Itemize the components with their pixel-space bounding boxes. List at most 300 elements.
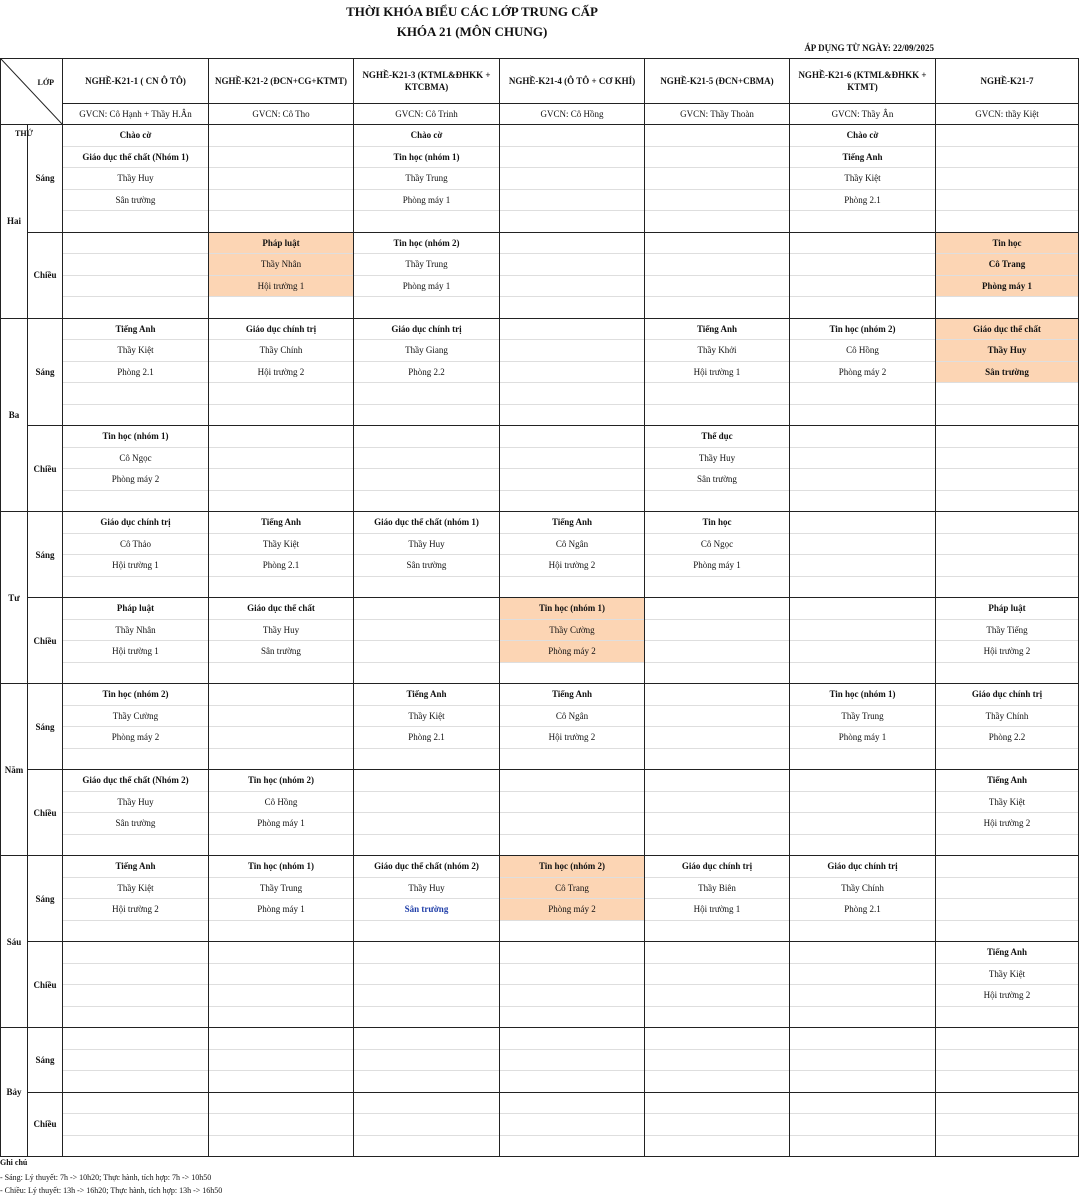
day-label: Sáu (1, 856, 28, 1028)
empty-line (645, 1093, 789, 1115)
room-label: Phòng máy 1 (209, 899, 353, 921)
empty-line (936, 534, 1078, 556)
empty-line (209, 426, 353, 448)
empty-line (645, 190, 789, 212)
class-gvcn-1: GVCN: Cô Hạnh + Thầy H.Ân (63, 104, 209, 125)
empty-line (354, 448, 499, 470)
empty-line (645, 1071, 789, 1092)
empty-line (63, 1028, 208, 1050)
empty-line (790, 469, 935, 491)
empty-line (354, 1050, 499, 1072)
teacher-label: Cô Ngọc (645, 534, 789, 556)
empty-line (936, 147, 1078, 169)
schedule-cell (354, 125, 500, 233)
schedule-cell (63, 856, 209, 942)
schedule-cell (209, 318, 354, 426)
empty-line (645, 276, 789, 298)
teacher-label: Thầy Chính (790, 878, 935, 900)
subject-label: Giáo dục chính trị (645, 856, 789, 878)
empty-line (500, 749, 644, 770)
empty-line (209, 964, 353, 986)
empty-line (790, 620, 935, 642)
empty-line (209, 921, 353, 942)
empty-line (500, 340, 644, 362)
empty-line (500, 1114, 644, 1136)
schedule-cell (500, 318, 645, 426)
note-morning: - Sáng: Lý thuyết: 7h -> 10h20; Thực hành, tích hợp: 7h -> 10h50 (0, 1173, 212, 1182)
empty-line (500, 1071, 644, 1092)
class-header-5: NGHỀ-K21-5 (ĐCN+CBMA) (645, 59, 790, 104)
empty-line (500, 405, 644, 426)
empty-line (209, 942, 353, 964)
empty-line (354, 383, 499, 405)
empty-line (63, 921, 208, 942)
subject-label: Thể dục (645, 426, 789, 448)
empty-line (500, 362, 644, 384)
empty-line (645, 1114, 789, 1136)
schedule-cell (645, 770, 790, 856)
schedule-cell (645, 856, 790, 942)
schedule-cell (63, 426, 209, 512)
empty-line (354, 297, 499, 318)
row-0-0 (1, 125, 1079, 233)
teacher-label: Thầy Huy (63, 792, 208, 814)
teacher-label: Cô Hồng (790, 340, 935, 362)
empty-line (645, 921, 789, 942)
empty-line (500, 448, 644, 470)
schedule-cell (790, 770, 936, 856)
empty-line (209, 749, 353, 770)
room-label: Hội trường 2 (500, 727, 644, 749)
empty-line (500, 211, 644, 232)
teacher-label: Cô Ngọc (63, 448, 208, 470)
empty-line (354, 921, 499, 942)
empty-line (209, 663, 353, 684)
room-label: Phòng 2.1 (790, 190, 935, 212)
subject-label: Giáo dục thể chất (209, 598, 353, 620)
empty-line (645, 1028, 789, 1050)
empty-line (790, 663, 935, 684)
empty-line (209, 125, 353, 147)
room-label: Phòng máy 2 (63, 727, 208, 749)
empty-line (63, 1071, 208, 1092)
empty-line (645, 684, 789, 706)
session-label: Sáng (28, 125, 63, 233)
teacher-label: Thầy Trung (354, 168, 499, 190)
schedule-cell (63, 512, 209, 598)
schedule-cell (645, 125, 790, 233)
empty-line (790, 383, 935, 405)
schedule-cell (500, 512, 645, 598)
teacher-label: Thầy Nhân (209, 254, 353, 276)
schedule-cell (500, 426, 645, 512)
day-label: Tư (1, 512, 28, 684)
subject-label: Pháp luật (63, 598, 208, 620)
subject-label: Tiếng Anh (645, 319, 789, 341)
empty-line (63, 985, 208, 1007)
apply-date: ÁP DỤNG TỪ NGÀY: 22/09/2025 (804, 43, 934, 53)
subject-label: Giáo dục chính trị (936, 684, 1078, 706)
teacher-label: Cô Ngân (500, 534, 644, 556)
room-label: Sân trường (936, 362, 1078, 384)
schedule-cell (500, 856, 645, 942)
empty-line (936, 1093, 1078, 1115)
subject-label: Chào cờ (790, 125, 935, 147)
empty-line (790, 276, 935, 298)
schedule-cell (790, 598, 936, 684)
schedule-cell (936, 232, 1079, 318)
empty-line (936, 1050, 1078, 1072)
empty-line (790, 770, 935, 792)
empty-line (645, 297, 789, 318)
empty-line (354, 1007, 499, 1028)
schedule-cell (936, 770, 1079, 856)
subject-label: Tiếng Anh (500, 512, 644, 534)
room-label: Hội trường 1 (645, 899, 789, 921)
empty-line (354, 577, 499, 598)
subject-label: Tiếng Anh (354, 684, 499, 706)
empty-line (500, 813, 644, 835)
empty-line (645, 706, 789, 728)
teacher-label: Thầy Huy (209, 620, 353, 642)
teacher-label: Thầy Kiệt (63, 878, 208, 900)
empty-line (645, 211, 789, 232)
empty-line (209, 168, 353, 190)
empty-line (790, 792, 935, 814)
empty-line (500, 319, 644, 341)
empty-line (645, 620, 789, 642)
teacher-label: Thầy Chính (209, 340, 353, 362)
empty-line (209, 706, 353, 728)
empty-line (209, 835, 353, 856)
empty-line (354, 663, 499, 684)
empty-line (936, 555, 1078, 577)
room-label: Phòng 2.1 (209, 555, 353, 577)
room-label: Phòng máy 1 (354, 190, 499, 212)
schedule-cell (209, 856, 354, 942)
session-label: Chiều (28, 770, 63, 856)
empty-line (645, 383, 789, 405)
empty-line (63, 1093, 208, 1115)
subject-label: Tin học (nhóm 2) (354, 233, 499, 255)
room-label: Phòng 2.1 (354, 727, 499, 749)
schedule-cell (790, 1092, 936, 1157)
teacher-label: Thầy Giang (354, 340, 499, 362)
empty-line (936, 168, 1078, 190)
schedule-cell (936, 684, 1079, 770)
subject-label: Tiếng Anh (209, 512, 353, 534)
empty-line (645, 770, 789, 792)
empty-line (500, 190, 644, 212)
room-label: Sân trường (354, 899, 499, 921)
empty-line (790, 749, 935, 770)
schedule-cell (790, 232, 936, 318)
empty-line (209, 1114, 353, 1136)
subject-label: Giáo dục chính trị (63, 512, 208, 534)
teacher-label: Cô Trang (936, 254, 1078, 276)
teacher-label: Cô Hồng (209, 792, 353, 814)
empty-line (790, 254, 935, 276)
teacher-label: Thầy Huy (936, 340, 1078, 362)
empty-line (500, 254, 644, 276)
class-header-6: NGHỀ-K21-6 (KTML&ĐHKK + KTMT) (790, 59, 936, 104)
empty-line (500, 1028, 644, 1050)
session-label: Sáng (28, 856, 63, 942)
empty-line (354, 491, 499, 512)
room-label: Sân trường (63, 190, 208, 212)
class-gvcn-4: GVCN: Cô Hồng (500, 104, 645, 125)
subject-label: Tiếng Anh (63, 319, 208, 341)
schedule-cell (63, 942, 209, 1028)
row-2-1 (1, 598, 1079, 684)
empty-line (645, 942, 789, 964)
subject-label: Tin học (nhóm 1) (209, 856, 353, 878)
subject-label: Giáo dục chính trị (790, 856, 935, 878)
room-label: Hội trường 2 (500, 555, 644, 577)
row-5-0 (1, 1028, 1079, 1093)
empty-line (63, 211, 208, 232)
schedule-cell (500, 942, 645, 1028)
session-label: Sáng (28, 318, 63, 426)
empty-line (500, 921, 644, 942)
teacher-label: Thầy Nhân (63, 620, 208, 642)
empty-line (354, 985, 499, 1007)
room-label: Phòng máy 1 (645, 555, 789, 577)
empty-line (936, 878, 1078, 900)
empty-line (63, 749, 208, 770)
empty-line (354, 426, 499, 448)
teacher-label: Thầy Tiếng (936, 620, 1078, 642)
empty-line (645, 985, 789, 1007)
teacher-label: Giáo dục thể chất (Nhóm 1) (63, 147, 208, 169)
subject-label: Tin học (nhóm 2) (63, 684, 208, 706)
class-header-1: NGHỀ-K21-1 ( CN Ô TÔ) (63, 59, 209, 104)
row-3-1 (1, 770, 1079, 856)
empty-line (500, 942, 644, 964)
empty-line (500, 964, 644, 986)
empty-line (500, 1093, 644, 1115)
teacher-label: Thầy Huy (354, 878, 499, 900)
schedule-cell (645, 942, 790, 1028)
schedule-cell (645, 232, 790, 318)
empty-line (645, 813, 789, 835)
room-label: Hội trường 1 (209, 276, 353, 298)
empty-line (936, 491, 1078, 512)
schedule-cell (790, 942, 936, 1028)
empty-line (500, 426, 644, 448)
empty-line (500, 835, 644, 856)
schedule-cell (500, 1092, 645, 1157)
empty-line (936, 190, 1078, 212)
teacher-label: Thầy Kiệt (63, 340, 208, 362)
subject-label: Tiếng Anh (936, 770, 1078, 792)
empty-line (63, 964, 208, 986)
empty-line (354, 405, 499, 426)
subject-label: Tin học (936, 233, 1078, 255)
empty-line (500, 276, 644, 298)
schedule-cell (500, 770, 645, 856)
empty-line (354, 620, 499, 642)
empty-line (790, 942, 935, 964)
empty-line (500, 663, 644, 684)
teacher-label: Tiếng Anh (790, 147, 935, 169)
room-label: Hội trường 1 (63, 555, 208, 577)
teacher-label: Thầy Trung (790, 706, 935, 728)
empty-line (354, 641, 499, 663)
class-header-2: NGHỀ-K21-2 (ĐCN+CG+KTMT) (209, 59, 354, 104)
empty-line (354, 770, 499, 792)
empty-line (209, 491, 353, 512)
empty-line (790, 835, 935, 856)
room-label: Phòng máy 1 (936, 276, 1078, 298)
empty-line (645, 168, 789, 190)
schedule-cell (63, 318, 209, 426)
subject-label: Giáo dục chính trị (209, 319, 353, 341)
subject-label: Giáo dục thể chất (Nhóm 2) (63, 770, 208, 792)
subject-label: Giáo dục thể chất (nhóm 1) (354, 512, 499, 534)
empty-line (209, 190, 353, 212)
teacher-label: Thầy Kiệt (936, 964, 1078, 986)
empty-line (790, 512, 935, 534)
teacher-label: Cô Trang (500, 878, 644, 900)
schedule-cell (790, 1028, 936, 1093)
room-label: Hội trường 2 (936, 985, 1078, 1007)
timetable (0, 58, 1079, 1157)
empty-line (645, 577, 789, 598)
empty-line (790, 1093, 935, 1115)
empty-line (645, 727, 789, 749)
subject-label: Tiếng Anh (500, 684, 644, 706)
schedule-cell (209, 512, 354, 598)
empty-line (354, 942, 499, 964)
empty-line (63, 254, 208, 276)
room-label: Phòng máy 2 (500, 641, 644, 663)
room-label: Sân trường (645, 469, 789, 491)
session-label: Chiều (28, 232, 63, 318)
empty-line (354, 1028, 499, 1050)
subject-label: Tin học (nhóm 2) (209, 770, 353, 792)
empty-line (790, 1136, 935, 1157)
room-label: Sân trường (354, 555, 499, 577)
teacher-label: Tin học (nhóm 1) (354, 147, 499, 169)
schedule-cell (354, 684, 500, 770)
schedule-cell (63, 1028, 209, 1093)
empty-line (790, 555, 935, 577)
schedule-cell (354, 1092, 500, 1157)
schedule-cell (645, 512, 790, 598)
schedule-cell (63, 1092, 209, 1157)
page-title: THỜI KHÓA BIỂU CÁC LỚP TRUNG CẤP (346, 4, 598, 19)
empty-line (209, 1071, 353, 1092)
room-label: Phòng 2.2 (936, 727, 1078, 749)
subject-label: Tiếng Anh (936, 942, 1078, 964)
empty-line (500, 1007, 644, 1028)
empty-line (63, 942, 208, 964)
empty-line (500, 1136, 644, 1157)
schedule-cell (63, 598, 209, 684)
schedule-cell (500, 598, 645, 684)
schedule-cell (354, 942, 500, 1028)
schedule-cell (500, 232, 645, 318)
empty-line (645, 254, 789, 276)
empty-line (63, 405, 208, 426)
empty-line (790, 641, 935, 663)
empty-line (790, 1028, 935, 1050)
empty-line (790, 1071, 935, 1092)
class-header-7: NGHỀ-K21-7 (936, 59, 1079, 104)
schedule-cell (209, 770, 354, 856)
empty-line (500, 770, 644, 792)
notes-title: Ghi chú (0, 1158, 28, 1167)
day-label: Ba (1, 318, 28, 512)
empty-line (936, 577, 1078, 598)
row-2-0 (1, 512, 1079, 598)
empty-line (645, 405, 789, 426)
empty-line (645, 598, 789, 620)
schedule-cell (936, 512, 1079, 598)
row-3-0 (1, 684, 1079, 770)
room-label: Phòng 2.2 (354, 362, 499, 384)
empty-line (354, 469, 499, 491)
empty-line (645, 663, 789, 684)
empty-line (790, 211, 935, 232)
empty-line (790, 448, 935, 470)
empty-line (500, 233, 644, 255)
room-label: Phòng máy 1 (354, 276, 499, 298)
schedule-cell (209, 1092, 354, 1157)
subject-label: Tiếng Anh (63, 856, 208, 878)
empty-line (209, 211, 353, 232)
empty-line (500, 297, 644, 318)
session-label: Sáng (28, 512, 63, 598)
schedule-cell (790, 684, 936, 770)
corner-cell (1, 59, 63, 138)
empty-line (209, 1050, 353, 1072)
schedule-cell (790, 318, 936, 426)
empty-line (645, 125, 789, 147)
empty-line (209, 405, 353, 426)
empty-line (209, 684, 353, 706)
row-1-1 (1, 426, 1079, 512)
room-label: Phòng 2.1 (790, 899, 935, 921)
empty-line (645, 964, 789, 986)
class-gvcn-6: GVCN: Thầy Ân (790, 104, 936, 125)
empty-line (790, 985, 935, 1007)
empty-line (936, 297, 1078, 318)
teacher-label: Thầy Kiệt (209, 534, 353, 556)
schedule-cell (936, 1092, 1079, 1157)
empty-line (790, 233, 935, 255)
teacher-label: Thầy Kiệt (936, 792, 1078, 814)
schedule-cell (209, 426, 354, 512)
empty-line (354, 964, 499, 986)
teacher-label: Thầy Huy (645, 448, 789, 470)
schedule-cell (645, 1028, 790, 1093)
room-label: Hội trường 2 (936, 641, 1078, 663)
empty-line (790, 534, 935, 556)
class-gvcn-3: GVCN: Cô Trinh (354, 104, 500, 125)
empty-line (790, 964, 935, 986)
schedule-cell (354, 598, 500, 684)
empty-line (354, 835, 499, 856)
room-label: Phòng máy 2 (790, 362, 935, 384)
schedule-cell (790, 125, 936, 233)
empty-line (209, 469, 353, 491)
session-label: Chiều (28, 942, 63, 1028)
empty-line (790, 1050, 935, 1072)
session-label: Chiều (28, 426, 63, 512)
empty-line (209, 1028, 353, 1050)
